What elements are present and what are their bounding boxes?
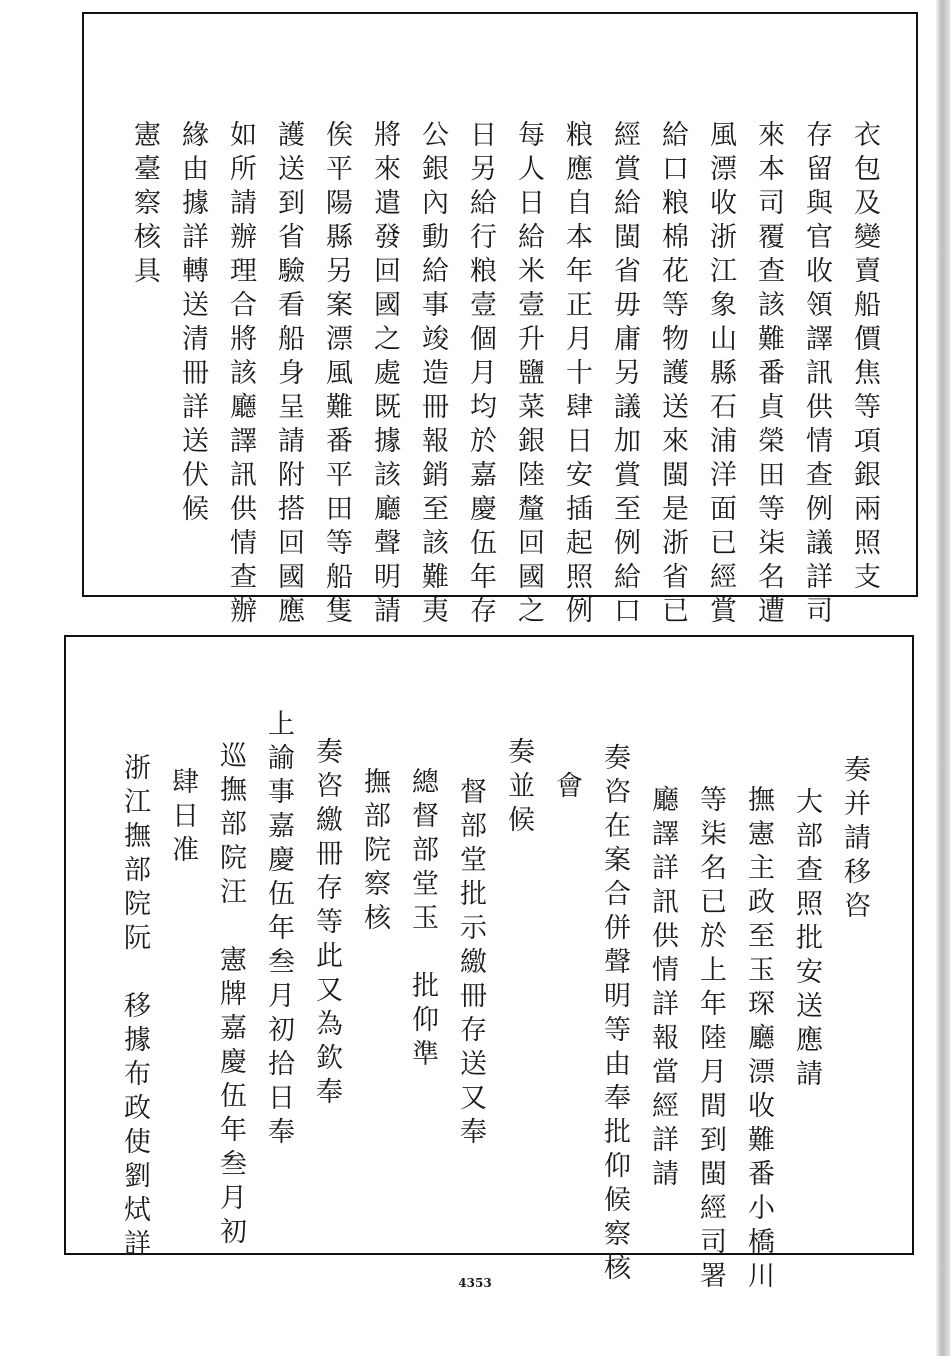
text-column: 奏并請移咨 [839, 755, 870, 925]
text-column: 俟平陽縣另案漂風難番平田等船隻 [321, 120, 352, 630]
text-column: 巡撫部院汪 憲牌嘉慶伍年叁月初 [215, 741, 246, 1251]
text-column: 如所請辦理合將該廳譯訊供情查辦 [225, 120, 256, 630]
text-column: 廳譯詳訊供情詳報當經詳請 [647, 785, 678, 1193]
text-column: 奏咨繳冊存等此又為欽奉 [311, 737, 342, 1111]
text-column: 等柒名已於上年陸月間到閩經司署 [695, 785, 726, 1295]
text-column: 來本司覆查該難番貞榮田等㭍名遭 [753, 120, 784, 630]
text-column: 撫部院察核 [359, 767, 390, 937]
text-column: 經賞給閩省毋庸另議加賞至例給口 [609, 120, 640, 630]
text-column: 風漂收浙江象山縣石浦洋面已經賞 [705, 120, 736, 630]
text-column: 總督部堂玉 批仰準 [407, 767, 438, 1073]
text-column: 存留與官收領譯訊供情查例議詳司 [801, 120, 832, 630]
text-column: 給口粮棉花等物護送來閩是浙省已 [657, 120, 688, 630]
page-edge-shadow [936, 0, 950, 1356]
text-column: 奏咨在案合併聲明等由奉批仰候察核 [599, 743, 630, 1287]
top-document-panel [82, 12, 918, 630]
text-column: 浙江撫部院阮 移據布政使劉烒詳 [119, 753, 150, 1263]
text-column: 撫憲主政至玉琛廳漂收難番小橋川 [743, 785, 774, 1295]
text-column: 緣由據詳轉送清冊詳送伏候 [177, 120, 208, 528]
page-number: 4353 [458, 1276, 492, 1290]
text-column: 憲臺察核具 [129, 120, 160, 290]
text-column: 衣包及變賣船價焦等項銀兩照支 [849, 120, 880, 596]
text-column: 護送到省驗看船身呈請附搭回國應 [273, 120, 304, 630]
text-column: 粮應自本年正月十肆日安插起照例 [561, 120, 592, 630]
text-column: 肆日准 [167, 767, 198, 869]
text-column: 督部堂批示繳冊存送又奉 [455, 777, 486, 1151]
text-column: 大部查照批安送應請 [791, 787, 822, 1093]
text-column: 奏並候 [503, 737, 534, 839]
text-column: 上諭事嘉慶伍年叁月初拾日奉 [263, 709, 294, 1151]
text-column: 將來遣發回國之處既據該廳聲明請 [369, 120, 400, 630]
text-column: 會 [551, 771, 582, 805]
text-column: 每人日給米壹升鹽菜銀陸釐回國之 [513, 120, 544, 630]
text-column: 公銀內動給事竣造冊報銷至該難夷 [417, 120, 448, 630]
text-column: 日另給行粮壹個月均於嘉慶伍年存 [465, 120, 496, 630]
